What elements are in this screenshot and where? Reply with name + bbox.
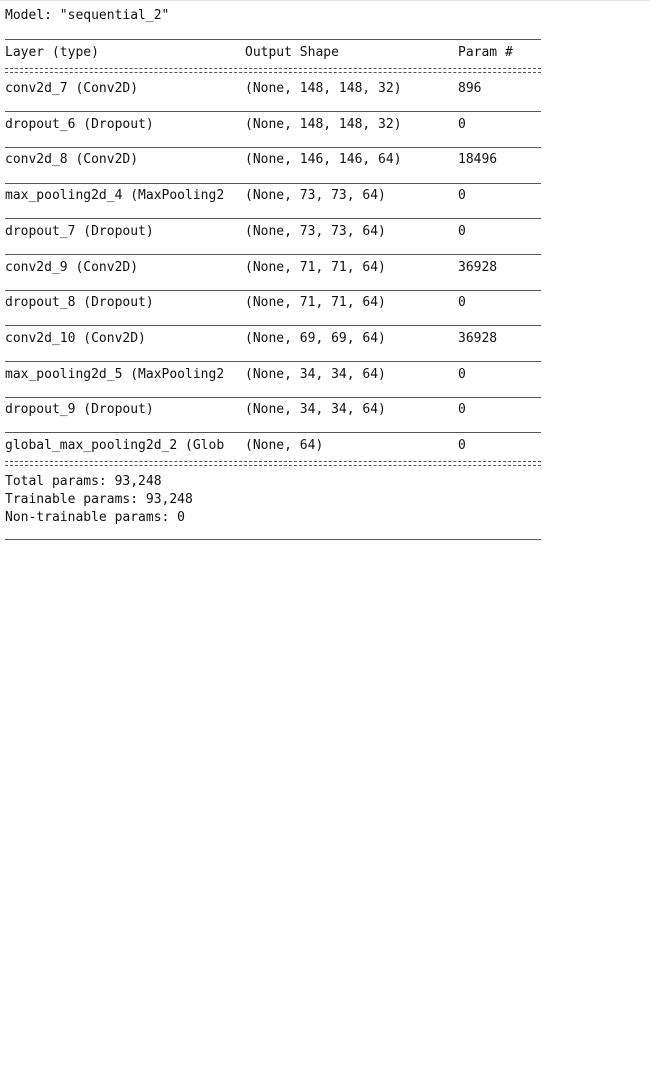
layer-name: dropout_9 (Dropout) (5, 402, 154, 417)
layer-name: conv2d_7 (Conv2D) (5, 81, 139, 96)
model-summary (5, 0, 645, 543)
row-rule (5, 218, 541, 219)
row-rule (5, 147, 541, 148)
output-shape: (None, 64) (245, 438, 324, 453)
layer-name: conv2d_9 (Conv2D) (5, 260, 139, 275)
layer-name: global_max_pooling2d_2 (Glob (5, 438, 225, 453)
output-shape: (None, 69, 69, 64) (245, 331, 386, 346)
output-shape: (None, 148, 148, 32) (245, 81, 402, 96)
totals-double-rule (5, 461, 541, 466)
non-trainable-params: Non-trainable params: 0 (5, 510, 186, 525)
param-count: 0 (458, 188, 466, 203)
row-rule (5, 361, 541, 362)
output-shape: (None, 71, 71, 64) (245, 295, 386, 310)
layer-name: max_pooling2d_4 (MaxPooling2 (5, 188, 225, 203)
param-count: 18496 (458, 152, 498, 167)
header-param-count: Param # (458, 45, 513, 60)
model-name-line: Model: "sequential_2" (5, 8, 170, 23)
output-shape: (None, 73, 73, 64) (245, 224, 386, 239)
layer-name: dropout_8 (Dropout) (5, 295, 154, 310)
header-output-shape: Output Shape (245, 45, 339, 60)
row-rule (5, 254, 541, 255)
param-count: 896 (458, 81, 482, 96)
row-rule (5, 290, 541, 291)
output-shape: (None, 146, 146, 64) (245, 152, 402, 167)
header-double-rule (5, 68, 541, 73)
row-rule (5, 325, 541, 326)
layer-name: conv2d_10 (Conv2D) (5, 331, 146, 346)
layer-name: dropout_7 (Dropout) (5, 224, 154, 239)
param-count: 0 (458, 224, 466, 239)
output-shape: (None, 148, 148, 32) (245, 117, 402, 132)
param-count: 0 (458, 295, 466, 310)
layer-name: conv2d_8 (Conv2D) (5, 152, 139, 167)
row-rule (5, 432, 541, 433)
output-shape: (None, 34, 34, 64) (245, 402, 386, 417)
header-layer-type: Layer (type) (5, 45, 99, 60)
layer-name: max_pooling2d_5 (MaxPooling2 (5, 367, 225, 382)
layer-name: dropout_6 (Dropout) (5, 117, 154, 132)
row-rule (5, 183, 541, 184)
param-count: 0 (458, 367, 466, 382)
output-shape: (None, 34, 34, 64) (245, 367, 386, 382)
param-count: 0 (458, 117, 466, 132)
output-shape: (None, 71, 71, 64) (245, 260, 386, 275)
total-params: Total params: 93,248 (5, 474, 162, 489)
param-count: 0 (458, 402, 466, 417)
param-count: 0 (458, 438, 466, 453)
output-shape: (None, 73, 73, 64) (245, 188, 386, 203)
param-count: 36928 (458, 331, 498, 346)
trainable-params: Trainable params: 93,248 (5, 492, 193, 507)
row-rule (5, 397, 541, 398)
header-top-rule (5, 39, 541, 40)
row-rule (5, 111, 541, 112)
summary-bottom-rule (5, 539, 541, 540)
param-count: 36928 (458, 260, 498, 275)
